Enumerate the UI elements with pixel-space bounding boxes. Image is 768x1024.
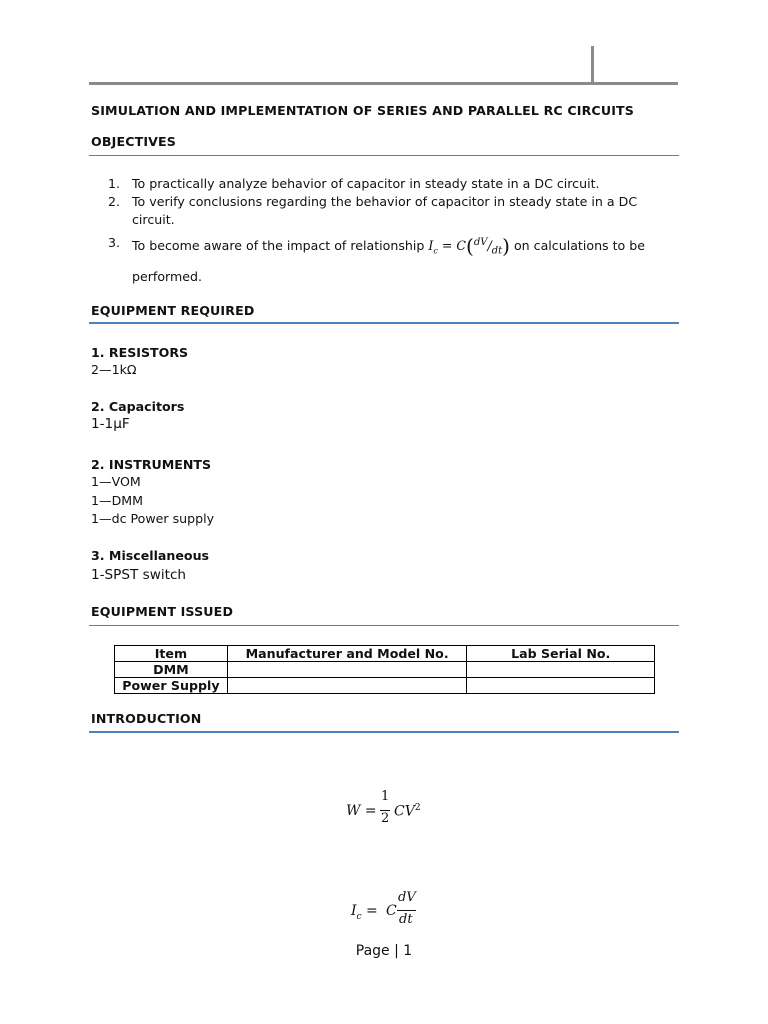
objective-text: To verify conclusions regarding the behavior of capacitor in steady state in a DC circuit. xyxy=(132,194,638,227)
instrument-item: 1—DMM xyxy=(91,493,144,508)
column-header-serial: Lab Serial No. xyxy=(467,646,655,662)
inline-formula: $I_c = C(^{dV}/_{dt})$ xyxy=(428,234,510,259)
table-cell-item: DMM xyxy=(115,662,228,678)
resistors-heading: 1. RESISTORS xyxy=(91,345,189,360)
objective-text-after: on calculations to be performed. xyxy=(132,238,646,284)
introduction-heading: INTRODUCTION xyxy=(91,711,202,726)
document-title: SIMULATION AND IMPLEMENTATION OF SERIES AND PARALLEL RC CIRCUITS xyxy=(91,103,634,118)
objective-number: 3. xyxy=(108,235,121,250)
equipment-issued-heading: EQUIPMENT ISSUED xyxy=(91,604,234,619)
instrument-item: 1—VOM xyxy=(91,474,141,489)
objective-number: 1. xyxy=(108,176,121,191)
objectives-list xyxy=(108,175,668,289)
equipment-required-rule xyxy=(89,322,679,324)
column-header-manufacturer: Manufacturer and Model No. xyxy=(227,646,467,662)
table-header-row xyxy=(115,646,655,662)
page-number: Page | 1 xyxy=(355,943,413,959)
table-cell-serial xyxy=(467,662,655,678)
equipment-required-heading: EQUIPMENT REQUIRED xyxy=(91,303,255,318)
table-row xyxy=(115,678,655,694)
miscellaneous-heading: 3. Miscellaneous xyxy=(91,548,210,563)
table-cell-serial xyxy=(467,678,655,694)
capacitor-item: 1-1μF xyxy=(91,416,130,432)
table-cell-manufacturer xyxy=(227,662,467,678)
table-row xyxy=(115,662,655,678)
objectives-rule xyxy=(89,155,679,156)
objective-text: To practically analyze behavior of capacitor in steady state in a DC circuit. xyxy=(132,176,600,191)
equipment-issued-table xyxy=(114,645,655,694)
capacitors-heading: 2. Capacitors xyxy=(91,399,185,414)
instrument-item: 1—dc Power supply xyxy=(91,511,215,526)
resistor-item: 2—1kΩ xyxy=(91,362,137,377)
objectives-heading: OBJECTIVES xyxy=(91,134,177,149)
objective-item xyxy=(108,193,668,229)
objective-item xyxy=(108,230,668,289)
objective-number: 2. xyxy=(108,194,121,209)
equipment-issued-rule xyxy=(89,625,679,626)
instruments-heading: 2. INSTRUMENTS xyxy=(91,457,212,472)
objective-text-before: To become aware of the impact of relationship xyxy=(132,238,429,254)
objective-item xyxy=(108,175,668,193)
table-cell-manufacturer xyxy=(227,678,467,694)
table-cell-item: Power Supply xyxy=(115,678,228,694)
header-rule xyxy=(89,82,678,85)
miscellaneous-item: 1-SPST switch xyxy=(91,567,187,583)
introduction-rule xyxy=(89,731,679,733)
column-header-item: Item xyxy=(115,646,228,662)
header-tick xyxy=(591,46,594,83)
